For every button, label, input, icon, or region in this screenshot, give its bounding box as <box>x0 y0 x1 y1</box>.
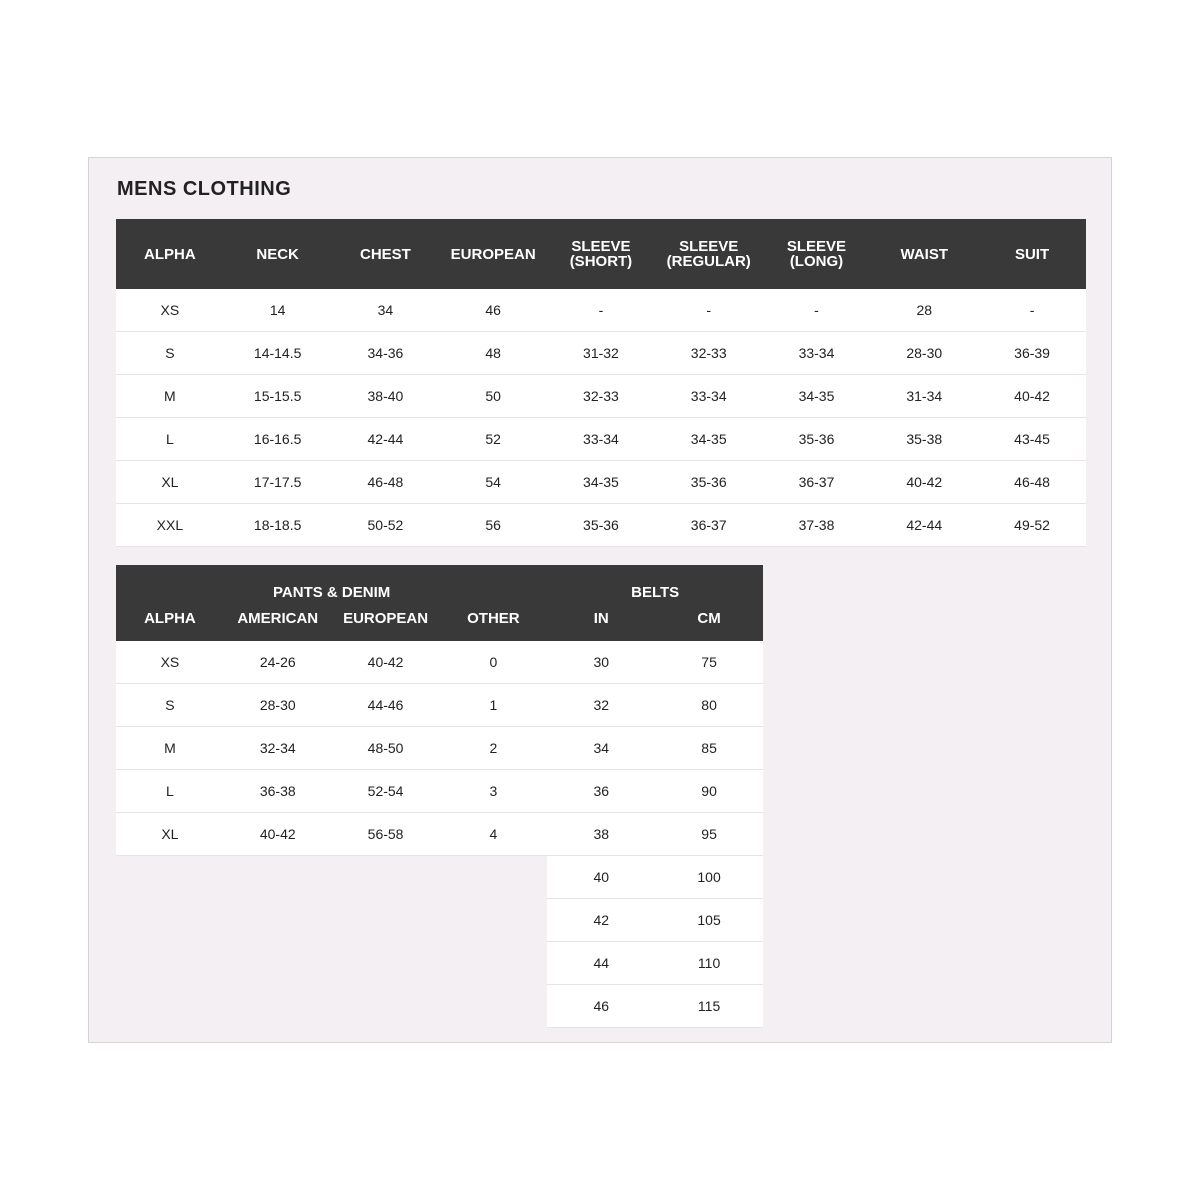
table-cell: 46 <box>547 985 655 1028</box>
table-cell: 35-36 <box>763 418 871 461</box>
table-cell: 49-52 <box>978 504 1086 547</box>
table-cell: 28-30 <box>870 332 978 375</box>
table-cell: 35-36 <box>655 461 763 504</box>
col-chest: CHEST <box>332 219 440 289</box>
table-cell <box>224 942 332 985</box>
table-cell: 40-42 <box>224 813 332 856</box>
group-belts: BELTS <box>547 565 763 601</box>
table-cell: 43-45 <box>978 418 1086 461</box>
table-cell: 36-38 <box>224 770 332 813</box>
table-row <box>116 813 763 856</box>
table-cell <box>116 942 224 985</box>
table-cell: 4 <box>439 813 547 856</box>
table-cell <box>439 942 547 985</box>
table-cell: 3 <box>439 770 547 813</box>
table-cell: XS <box>116 641 224 684</box>
table-cell: 16-16.5 <box>224 418 332 461</box>
table-cell: 42-44 <box>870 504 978 547</box>
table-cell: 30 <box>547 641 655 684</box>
table-cell: 36-37 <box>655 504 763 547</box>
table-cell: 2 <box>439 727 547 770</box>
table-cell: 46-48 <box>978 461 1086 504</box>
table-row <box>116 461 1086 504</box>
table-row <box>116 727 763 770</box>
table-cell: 40-42 <box>332 641 440 684</box>
table-row <box>116 375 1086 418</box>
table-cell: 37-38 <box>763 504 871 547</box>
table-cell: 48-50 <box>332 727 440 770</box>
col-alpha: ALPHA <box>116 601 224 641</box>
table-cell: 18-18.5 <box>224 504 332 547</box>
col-american: AMERICAN <box>224 601 332 641</box>
table-cell: 32-34 <box>224 727 332 770</box>
table-cell: - <box>655 289 763 332</box>
table-cell: 52 <box>439 418 547 461</box>
table-row <box>116 418 1086 461</box>
table-cell: 34-35 <box>547 461 655 504</box>
table-cell: 35-36 <box>547 504 655 547</box>
col-waist: WAIST <box>870 219 978 289</box>
table-cell: 115 <box>655 985 763 1028</box>
table-row <box>116 985 763 1028</box>
table-cell <box>224 985 332 1028</box>
table-cell <box>116 899 224 942</box>
table-cell <box>439 985 547 1028</box>
table-cell: 44 <box>547 942 655 985</box>
table-cell: 28-30 <box>224 684 332 727</box>
table-row <box>116 942 763 985</box>
table-cell: 100 <box>655 856 763 899</box>
table-cell: 56 <box>439 504 547 547</box>
table-cell: 42-44 <box>332 418 440 461</box>
table-cell: 31-32 <box>547 332 655 375</box>
table-cell: - <box>763 289 871 332</box>
table-cell: XL <box>116 461 224 504</box>
table-row <box>116 684 763 727</box>
col-sleeve-short: SLEEVE (SHORT) <box>547 219 655 289</box>
table-cell <box>116 985 224 1028</box>
table-cell: 33-34 <box>655 375 763 418</box>
table-cell: S <box>116 684 224 727</box>
col-other: OTHER <box>439 601 547 641</box>
pants-group-row <box>116 565 763 601</box>
table-cell: 34 <box>547 727 655 770</box>
col-alpha: ALPHA <box>116 219 224 289</box>
mens-clothing-table <box>116 219 1086 547</box>
table-cell <box>332 899 440 942</box>
table-cell: XL <box>116 813 224 856</box>
table-cell: 17-17.5 <box>224 461 332 504</box>
table-cell: 40-42 <box>978 375 1086 418</box>
table-row <box>116 856 763 899</box>
table-cell: 50-52 <box>332 504 440 547</box>
table-cell: - <box>978 289 1086 332</box>
table-cell: 105 <box>655 899 763 942</box>
col-suit: SUIT <box>978 219 1086 289</box>
col-neck: NECK <box>224 219 332 289</box>
table-cell: 0 <box>439 641 547 684</box>
table-cell: 38-40 <box>332 375 440 418</box>
table-cell: XXL <box>116 504 224 547</box>
table-row <box>116 332 1086 375</box>
table-cell <box>224 899 332 942</box>
table-row <box>116 641 763 684</box>
col-sleeve-long: SLEEVE (LONG) <box>763 219 871 289</box>
table-cell <box>332 985 440 1028</box>
table-cell: XS <box>116 289 224 332</box>
table-cell: 24-26 <box>224 641 332 684</box>
table-cell: 34-36 <box>332 332 440 375</box>
table-cell <box>224 856 332 899</box>
table-cell: 14-14.5 <box>224 332 332 375</box>
table-cell: M <box>116 375 224 418</box>
table-cell: 48 <box>439 332 547 375</box>
pants-belts-table <box>116 565 763 1028</box>
table-cell <box>332 856 440 899</box>
table-cell: 80 <box>655 684 763 727</box>
table-cell <box>332 942 440 985</box>
table-cell: 32-33 <box>547 375 655 418</box>
table-cell: 85 <box>655 727 763 770</box>
table-cell: - <box>547 289 655 332</box>
table-cell: 95 <box>655 813 763 856</box>
table-cell: 28 <box>870 289 978 332</box>
table-cell: 90 <box>655 770 763 813</box>
table-cell: 38 <box>547 813 655 856</box>
col-european: EUROPEAN <box>439 219 547 289</box>
table-cell: 14 <box>224 289 332 332</box>
col-in: IN <box>547 601 655 641</box>
table-cell: 75 <box>655 641 763 684</box>
pants-header-row <box>116 601 763 641</box>
table-cell: 54 <box>439 461 547 504</box>
table-row <box>116 770 763 813</box>
table-cell: L <box>116 418 224 461</box>
table-cell: 32 <box>547 684 655 727</box>
table-cell: 46 <box>439 289 547 332</box>
table-cell: M <box>116 727 224 770</box>
group-pants-denim: PANTS & DENIM <box>224 565 440 601</box>
table-cell: 42 <box>547 899 655 942</box>
table-cell: 56-58 <box>332 813 440 856</box>
table-cell: 15-15.5 <box>224 375 332 418</box>
table-cell: 44-46 <box>332 684 440 727</box>
clothing-header-row <box>116 219 1086 289</box>
table-cell: 110 <box>655 942 763 985</box>
table-cell: 33-34 <box>763 332 871 375</box>
table-row <box>116 899 763 942</box>
table-cell: 34 <box>332 289 440 332</box>
table-cell: 36-39 <box>978 332 1086 375</box>
table-cell <box>439 899 547 942</box>
table-cell: L <box>116 770 224 813</box>
col-european: EUROPEAN <box>332 601 440 641</box>
table-cell: 31-34 <box>870 375 978 418</box>
table-row <box>116 289 1086 332</box>
table-cell: 50 <box>439 375 547 418</box>
table-cell: 34-35 <box>655 418 763 461</box>
table-cell: S <box>116 332 224 375</box>
table-cell <box>439 856 547 899</box>
table-cell: 33-34 <box>547 418 655 461</box>
table-row <box>116 504 1086 547</box>
table-cell: 1 <box>439 684 547 727</box>
table-cell: 36-37 <box>763 461 871 504</box>
page-title: MENS CLOTHING <box>117 178 292 200</box>
table-cell: 34-35 <box>763 375 871 418</box>
table-cell: 40-42 <box>870 461 978 504</box>
col-sleeve-regular: SLEEVE (REGULAR) <box>655 219 763 289</box>
size-chart-panel <box>88 157 1112 1043</box>
table-cell: 52-54 <box>332 770 440 813</box>
col-cm: CM <box>655 601 763 641</box>
table-cell: 32-33 <box>655 332 763 375</box>
table-cell: 36 <box>547 770 655 813</box>
table-cell: 46-48 <box>332 461 440 504</box>
table-cell <box>116 856 224 899</box>
table-cell: 35-38 <box>870 418 978 461</box>
table-cell: 40 <box>547 856 655 899</box>
